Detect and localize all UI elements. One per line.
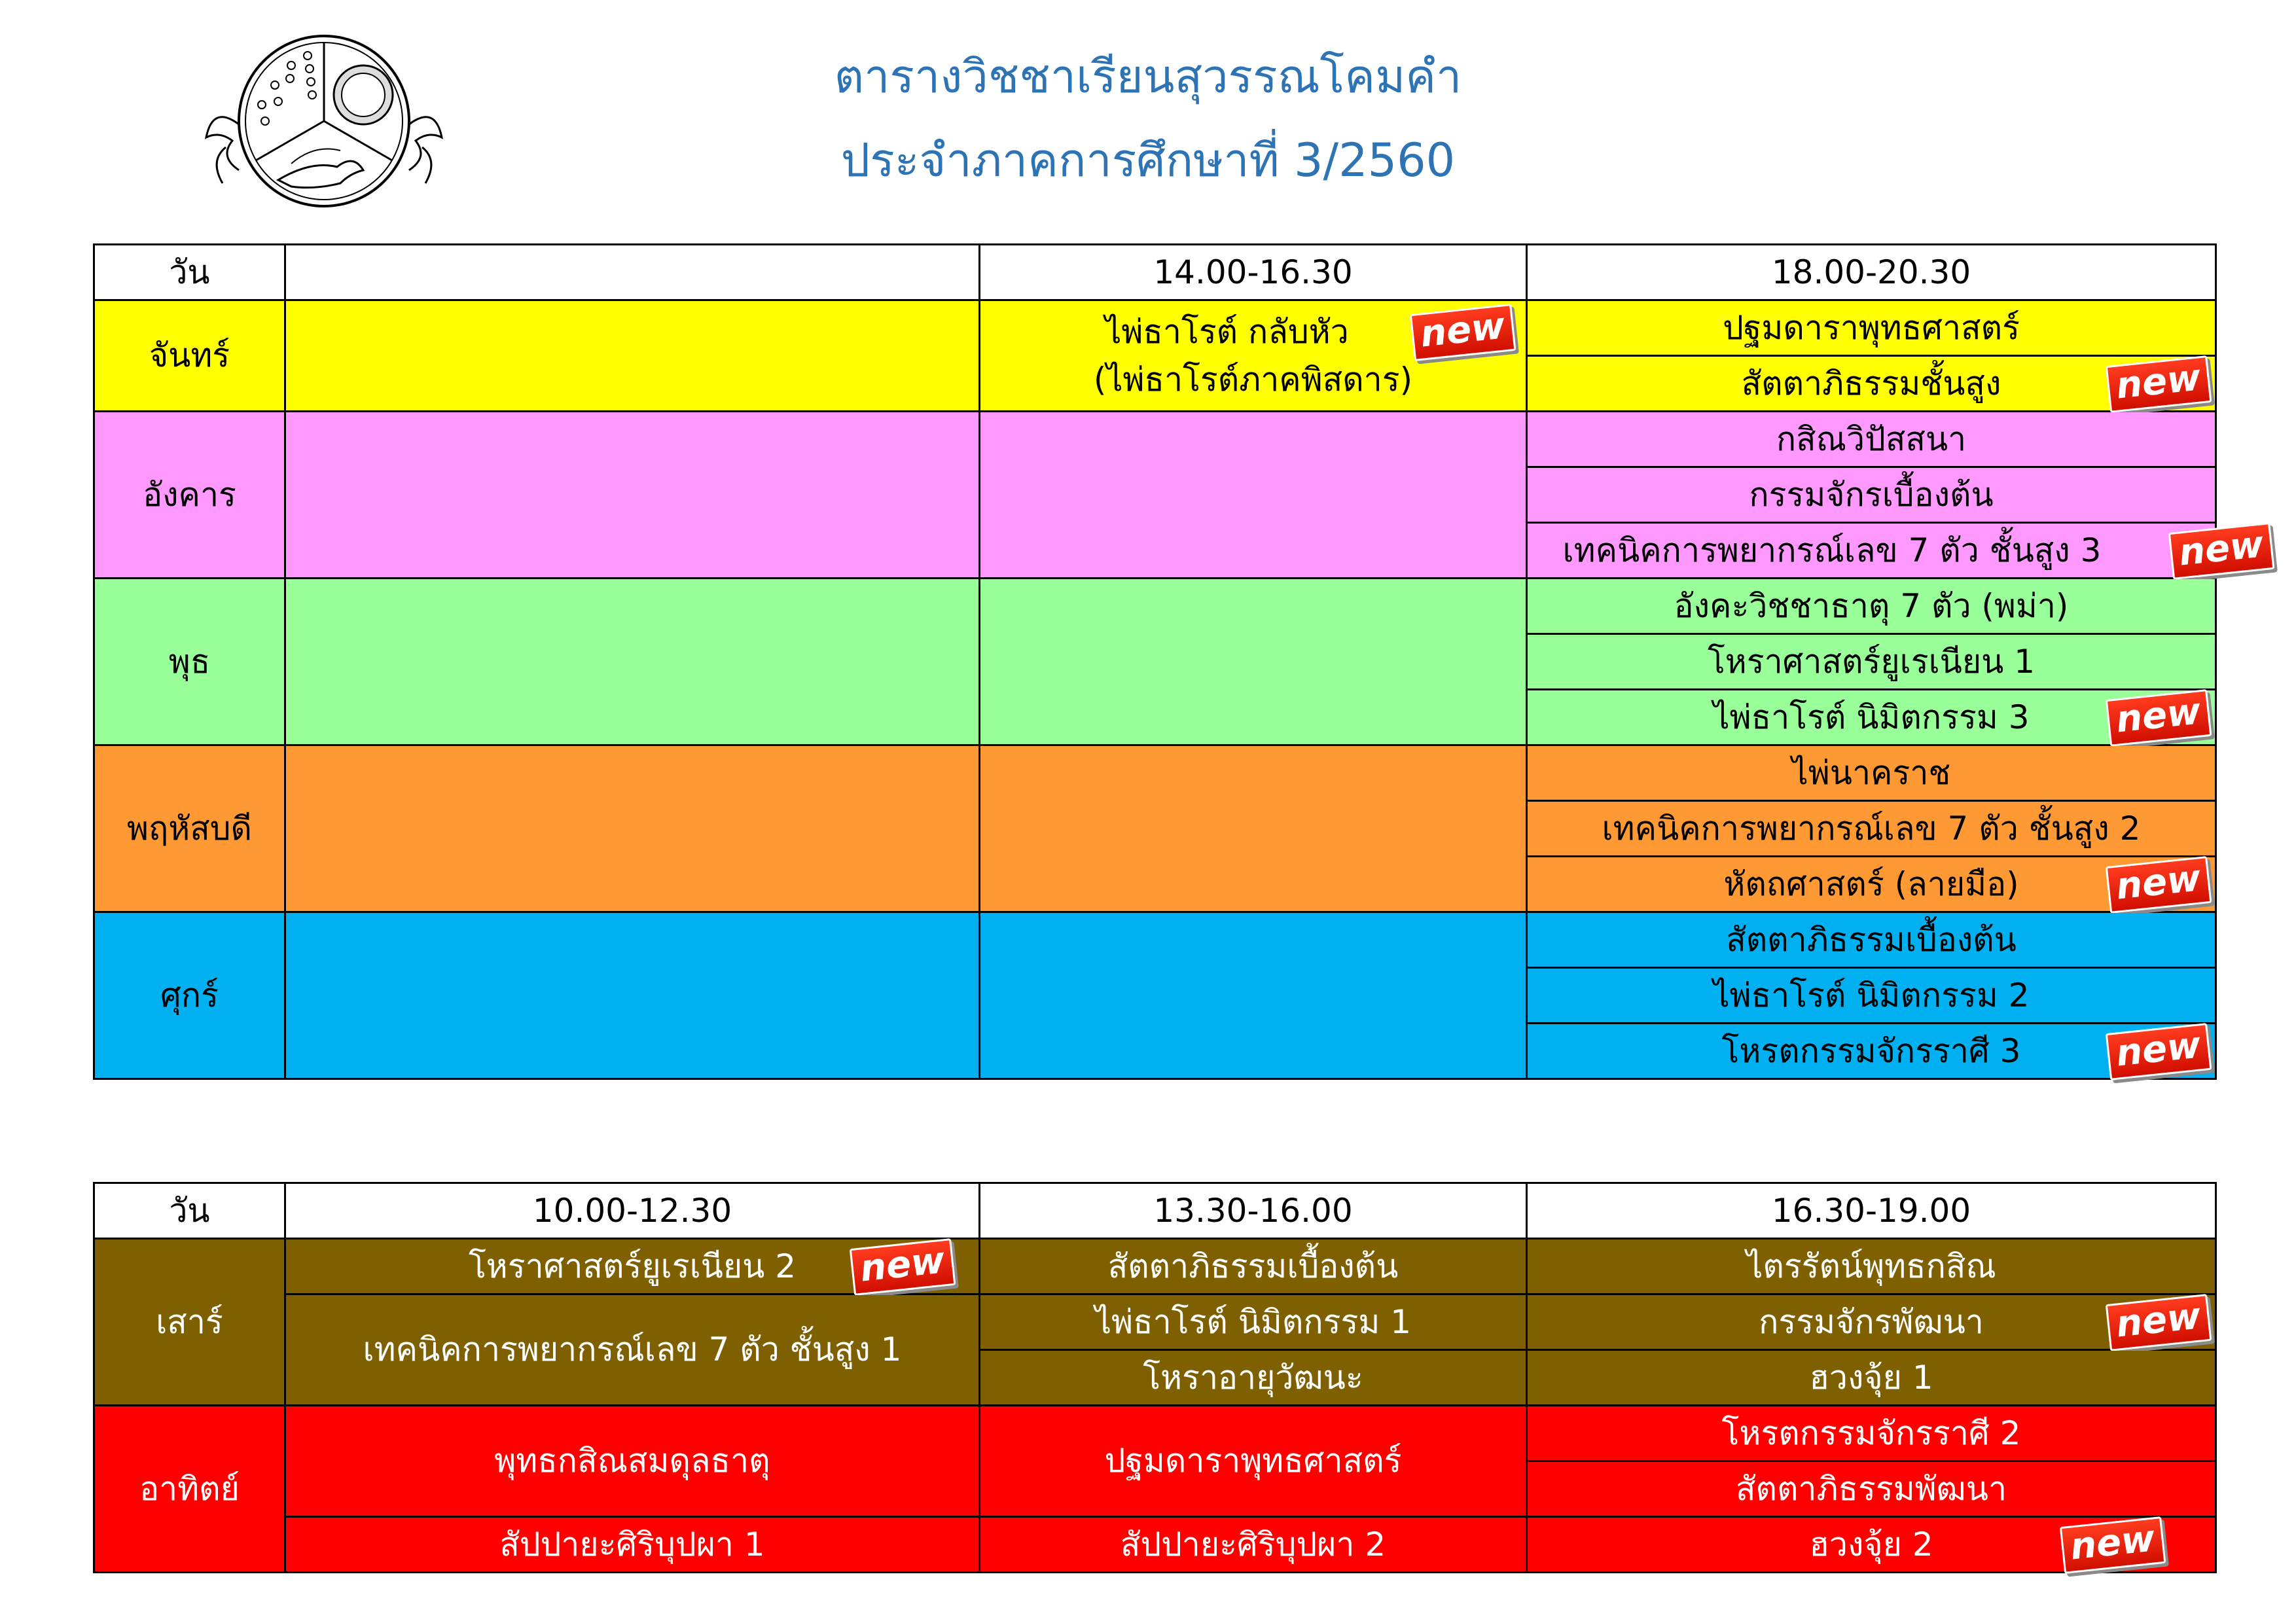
weekend-header-row [94, 1183, 2216, 1239]
day-thursday: พฤหัสบดี [94, 745, 285, 912]
empty-cell [980, 912, 1527, 1079]
class-cell: โหราอายุวัฒนะ [980, 1350, 1527, 1406]
new-badge: new [2168, 520, 2274, 581]
class-cell [1527, 857, 2216, 912]
class-cell: พุทธกสิณสมดุลธาตุ [285, 1406, 980, 1517]
class-cell: สัปปายะศิริบุปผา 1 [285, 1517, 980, 1573]
page-title: ตารางวิชชาเรียนสุวรรณโคมคำ [834, 50, 1462, 103]
saturday-row [94, 1239, 2216, 1294]
monday-row [94, 300, 2216, 356]
class-name-detail: (ไพ่ธาโรต์ภาคพิสดาร) [1093, 360, 1413, 399]
friday-row [94, 912, 2216, 968]
class-cell: อังคะวิชชาธาตุ 7 ตัว (พม่า) [1527, 579, 2216, 634]
class-name: โหรตกรรมจักรราศี 3 [1721, 1031, 2021, 1070]
class-cell [980, 300, 1527, 412]
empty-cell [285, 912, 980, 1079]
day-wednesday: พุธ [94, 579, 285, 745]
class-cell: กสิณวิปัสสนา [1527, 412, 2216, 467]
day-friday: ศุกร์ [94, 912, 285, 1079]
class-cell [1527, 1024, 2216, 1079]
class-cell [1527, 356, 2216, 412]
class-cell: ไพ่ธาโรต์ นิมิตกรรม 2 [1527, 968, 2216, 1024]
time-header-evening: 16.30-19.00 [1527, 1183, 2216, 1239]
weekday-schedule-table [93, 243, 2266, 1080]
class-cell [1527, 690, 2216, 745]
class-name: หัตถศาสตร์ (ลายมือ) [1723, 865, 2019, 903]
new-badge: new [2105, 353, 2212, 414]
class-cell: ปฐมดาราพุทธศาสตร์ [1527, 300, 2216, 356]
class-cell [1527, 1517, 2216, 1573]
class-cell: ไพ่นาคราช [1527, 745, 2216, 801]
class-name: สัตตาภิธรรมชั้นสูง [1741, 364, 2001, 402]
time-header-afternoon: 13.30-16.00 [980, 1183, 1527, 1239]
class-cell: สัตตาภิธรรมเบื้องต้น [980, 1239, 1527, 1294]
empty-cell [980, 412, 1527, 579]
wednesday-row [94, 579, 2216, 634]
class-name: ฮวงจุ้ย 2 [1809, 1525, 1933, 1563]
time-header-morning: 10.00-12.30 [285, 1183, 980, 1239]
class-cell [1527, 523, 2266, 579]
empty-cell [980, 745, 1527, 912]
weekend-schedule-table [93, 1182, 2217, 1573]
new-badge: new [2105, 853, 2212, 915]
day-column-header: วัน [94, 1183, 285, 1239]
day-saturday: เสาร์ [94, 1239, 285, 1406]
day-monday: จันทร์ [94, 300, 285, 412]
empty-time-header [285, 245, 980, 300]
class-cell: โหราศาสตร์ยูเรเนียน 1 [1527, 634, 2216, 690]
class-cell: สัตตาภิธรรมพัฒนา [1527, 1461, 2216, 1517]
day-sunday: อาทิตย์ [94, 1406, 285, 1573]
class-cell: สัตตาภิธรรมเบื้องต้น [1527, 912, 2216, 968]
class-cell: ไตรรัตน์พุทธกสิณ [1527, 1239, 2216, 1294]
empty-cell [285, 300, 980, 412]
class-cell: โหรตกรรมจักรราศี 2 [1527, 1406, 2216, 1461]
class-cell: ฮวงจุ้ย 1 [1527, 1350, 2216, 1406]
day-tuesday: อังคาร [94, 412, 285, 579]
class-cell [1527, 1294, 2216, 1350]
empty-cell [285, 745, 980, 912]
time-header-evening: 18.00-20.30 [1527, 245, 2216, 300]
class-name: กรรมจักรพัฒนา [1759, 1302, 1984, 1341]
class-cell: เทคนิคการพยากรณ์เลข 7 ตัว ชั้นสูง 1 [285, 1294, 980, 1406]
new-badge: new [2105, 687, 2212, 748]
class-name: ไพ่ธาโรต์ กลับหัว [1105, 313, 1349, 351]
class-cell [285, 1239, 980, 1294]
new-badge: new [2105, 1291, 2212, 1353]
new-badge: new [2059, 1514, 2166, 1575]
new-badge: new [1409, 301, 1516, 363]
time-header-afternoon: 14.00-16.30 [980, 245, 1527, 300]
class-cell: ไพ่ธาโรต์ นิมิตกรรม 1 [980, 1294, 1527, 1350]
class-name: ไพ่ธาโรต์ นิมิตกรรม 3 [1713, 698, 2030, 736]
class-cell: เทคนิคการพยากรณ์เลข 7 ตัว ชั้นสูง 2 [1527, 801, 2216, 857]
tuesday-row [94, 412, 2216, 467]
page-subtitle: ประจำภาคการศึกษาที่ 3/2560 [840, 134, 1456, 187]
class-cell: กรรมจักรเบื้องต้น [1527, 467, 2216, 523]
sunday-row [94, 1406, 2216, 1461]
empty-cell [285, 579, 980, 745]
thursday-row [94, 745, 2216, 801]
day-column-header: วัน [94, 245, 285, 300]
empty-cell [980, 579, 1527, 745]
class-name: เทคนิคการพยากรณ์เลข 7 ตัว ชั้นสูง 3 [1562, 531, 2102, 569]
new-badge: new [849, 1236, 956, 1297]
new-badge: new [2105, 1020, 2212, 1082]
class-cell: สัปปายะศิริบุปผา 2 [980, 1517, 1527, 1573]
class-cell: ปฐมดาราพุทธศาสตร์ [980, 1406, 1527, 1517]
weekday-header-row [94, 245, 2216, 300]
class-name: โหราศาสตร์ยูเรเนียน 2 [468, 1247, 797, 1285]
empty-cell [285, 412, 980, 579]
